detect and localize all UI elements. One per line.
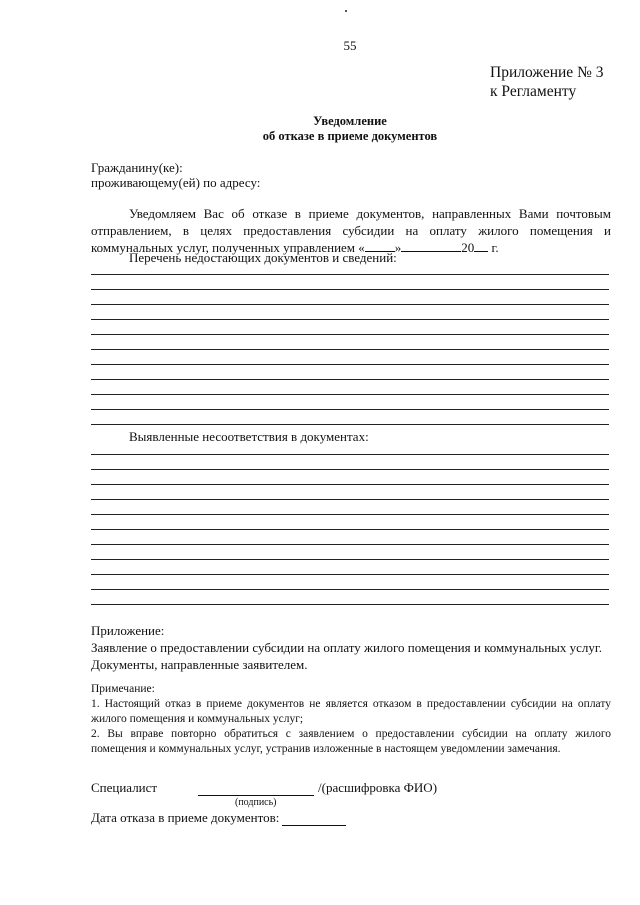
- mismatches-line: [91, 529, 609, 530]
- remark-item-2: 2. Вы вправе повторно обратиться с заявлением о предоставлении субсидии на оплату жилого помещения и коммунальных услуг, устранив изложенные в настоящем уведомлении замечания.: [91, 728, 611, 755]
- mismatches-line: [91, 559, 609, 560]
- missing-docs-line: [91, 409, 609, 410]
- date-month-blank: [401, 239, 461, 252]
- refusal-date-line: [282, 825, 346, 826]
- missing-docs-line: [91, 289, 609, 290]
- mismatches-line: [91, 469, 609, 470]
- notice-text: Уведомляем Вас об отказе в приеме документов, направленных Вами почтовым отправлением, в целях предоставления субсидии на оплату жилого помещения и коммунальных услуг, полученных управлением «: [91, 206, 611, 255]
- mismatches-line: [91, 454, 609, 455]
- missing-docs-line: [91, 274, 609, 275]
- mismatches-line: [91, 544, 609, 545]
- signature-caption: (подпись): [235, 797, 277, 808]
- refusal-date-label: Дата отказа в приеме документов:: [91, 810, 280, 825]
- attachment-item-documents: Документы, направленные заявителем.: [91, 657, 308, 672]
- name-decode-label: /(расшифровка ФИО): [318, 780, 438, 795]
- document-subtitle: об отказе в приеме документов: [262, 129, 438, 143]
- remark-item-1: 1. Настоящий отказ в приеме документов не является отказом в предоставлении субсидии на оплату жилого помещения и коммунальных услуг;: [91, 698, 611, 725]
- remark-section: [91, 682, 611, 757]
- mismatches-line: [91, 574, 609, 575]
- missing-docs-line: [91, 349, 609, 350]
- missing-docs-line: [91, 379, 609, 380]
- appendix-line-2: к Регламенту: [490, 83, 577, 100]
- mismatches-line: [91, 514, 609, 515]
- mismatches-line: [91, 589, 609, 590]
- missing-docs-line: [91, 424, 609, 425]
- appendix-line-1: Приложение № 3: [490, 64, 604, 81]
- mismatches-line: [91, 484, 609, 485]
- mismatches-line: [91, 499, 609, 500]
- quote-close: »: [394, 240, 402, 255]
- scan-speck: [345, 10, 347, 12]
- missing-docs-line: [91, 394, 609, 395]
- attachment-section: [91, 622, 616, 673]
- specialist-label: Специалист: [91, 780, 158, 795]
- remark-heading: Примечание:: [91, 683, 155, 695]
- attachment-heading: Приложение:: [91, 623, 165, 638]
- mismatches-label: Выявленные несоответствия в документах:: [129, 429, 369, 444]
- document-title: Уведомление: [313, 114, 387, 128]
- missing-docs-line: [91, 334, 609, 335]
- missing-docs-line: [91, 319, 609, 320]
- attachment-item-application: Заявление о предоставлении субсидии на оплату жилого помещения и коммунальных услуг.: [91, 640, 603, 655]
- year-suffix: г.: [491, 240, 499, 255]
- date-year-blank: [474, 239, 488, 252]
- year-prefix: 20: [461, 240, 475, 255]
- mismatches-line: [91, 604, 609, 605]
- recipient-citizen-label: Гражданину(ке):: [91, 160, 183, 175]
- signature-line: [198, 795, 314, 796]
- appendix-reference: [490, 63, 603, 101]
- page-number: 55: [343, 38, 357, 53]
- notice-paragraph: [91, 205, 611, 256]
- recipient-address-label: проживающему(ей) по адресу:: [91, 175, 261, 190]
- missing-docs-line: [91, 364, 609, 365]
- missing-docs-label: Перечень недостающих документов и сведений:: [129, 250, 397, 265]
- missing-docs-line: [91, 304, 609, 305]
